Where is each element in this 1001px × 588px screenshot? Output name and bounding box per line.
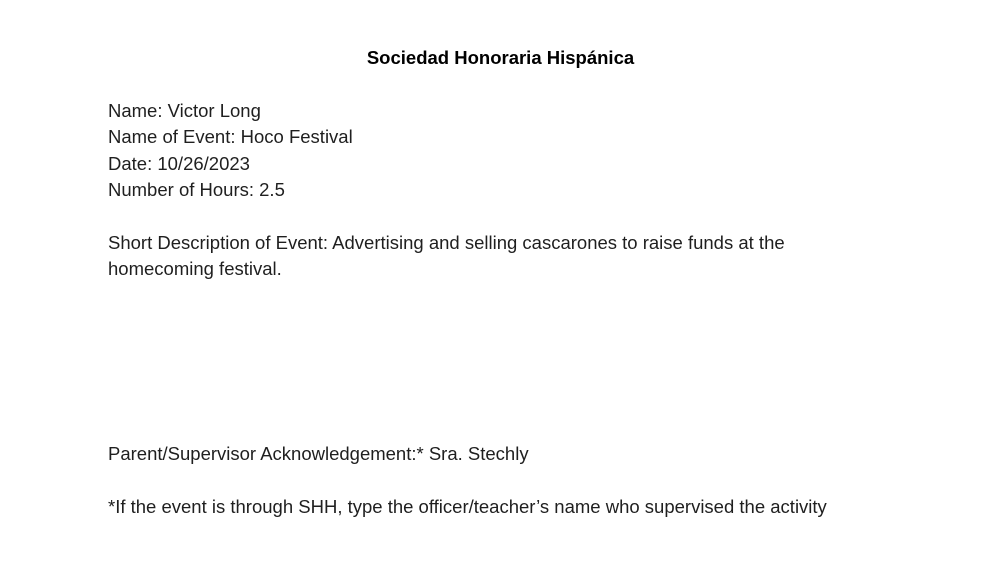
event-name-line: Name of Event: Hoco Festival	[108, 126, 353, 147]
name-line: Name: Victor Long	[108, 100, 261, 121]
document-title: Sociedad Honoraria Hispánica	[366, 47, 635, 68]
acknowledgement-line: Parent/Supervisor Acknowledgement:* Sra. Stechly	[108, 443, 529, 464]
footnote: *If the event is through SHH, type the officer/teacher’s name who supervised the activity	[108, 496, 827, 517]
date-line: Date: 10/26/2023	[108, 153, 250, 174]
event-description: Short Description of Event: Advertising and selling cascarones to raise funds at the homecoming festival.	[108, 232, 785, 279]
hours-line: Number of Hours: 2.5	[108, 179, 285, 200]
